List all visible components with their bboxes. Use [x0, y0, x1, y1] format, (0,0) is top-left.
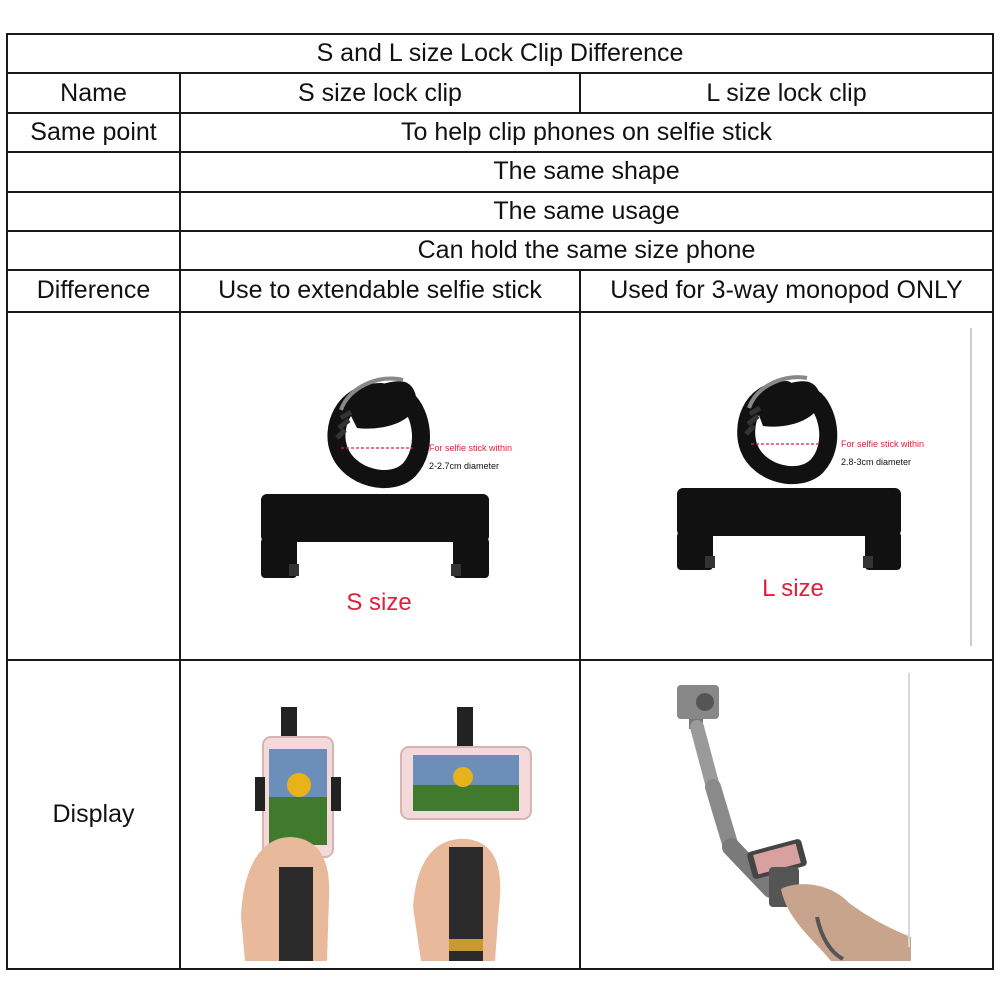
difference-l: Used for 3-way monopod ONLY: [580, 270, 993, 311]
l-clip-image: [581, 320, 990, 652]
same-point-3: The same usage: [180, 192, 993, 231]
s-clip-image: [181, 320, 577, 652]
l-clip-image-cell: [580, 312, 993, 660]
l-clip-annotation-1: For selfie stick within: [841, 438, 925, 449]
difference-s: Use to extendable selfie stick: [180, 270, 580, 311]
l-display-image-cell: [580, 660, 993, 969]
l-display-image: [581, 667, 990, 961]
table-title: S and L size Lock Clip Difference: [7, 34, 993, 73]
empty-cell: [7, 312, 180, 660]
s-clip-annotation-1: For selfie stick within: [429, 442, 513, 453]
empty-cell: [7, 192, 180, 231]
name-label: Name: [7, 73, 180, 112]
comparison-table: [6, 33, 994, 970]
s-column-header: S size lock clip: [180, 73, 580, 112]
s-size-label: S size: [346, 588, 412, 616]
same-point-label: Same point: [7, 113, 180, 152]
same-point-1: To help clip phones on selfie stick: [180, 113, 993, 152]
s-display-image-cell: [180, 660, 580, 969]
s-display-image: [181, 667, 577, 961]
l-clip-annotation-2: 2.8-3cm diameter: [841, 456, 912, 467]
s-clip-annotation-2: 2-2.7cm diameter: [429, 460, 500, 471]
l-column-header: L size lock clip: [580, 73, 993, 112]
display-label: Display: [7, 660, 180, 969]
empty-cell: [7, 152, 180, 191]
l-size-label: L size: [762, 574, 824, 602]
s-clip-image-cell: [180, 312, 580, 660]
difference-label: Difference: [7, 270, 180, 311]
same-point-4: Can hold the same size phone: [180, 231, 993, 270]
empty-cell: [7, 231, 180, 270]
same-point-2: The same shape: [180, 152, 993, 191]
